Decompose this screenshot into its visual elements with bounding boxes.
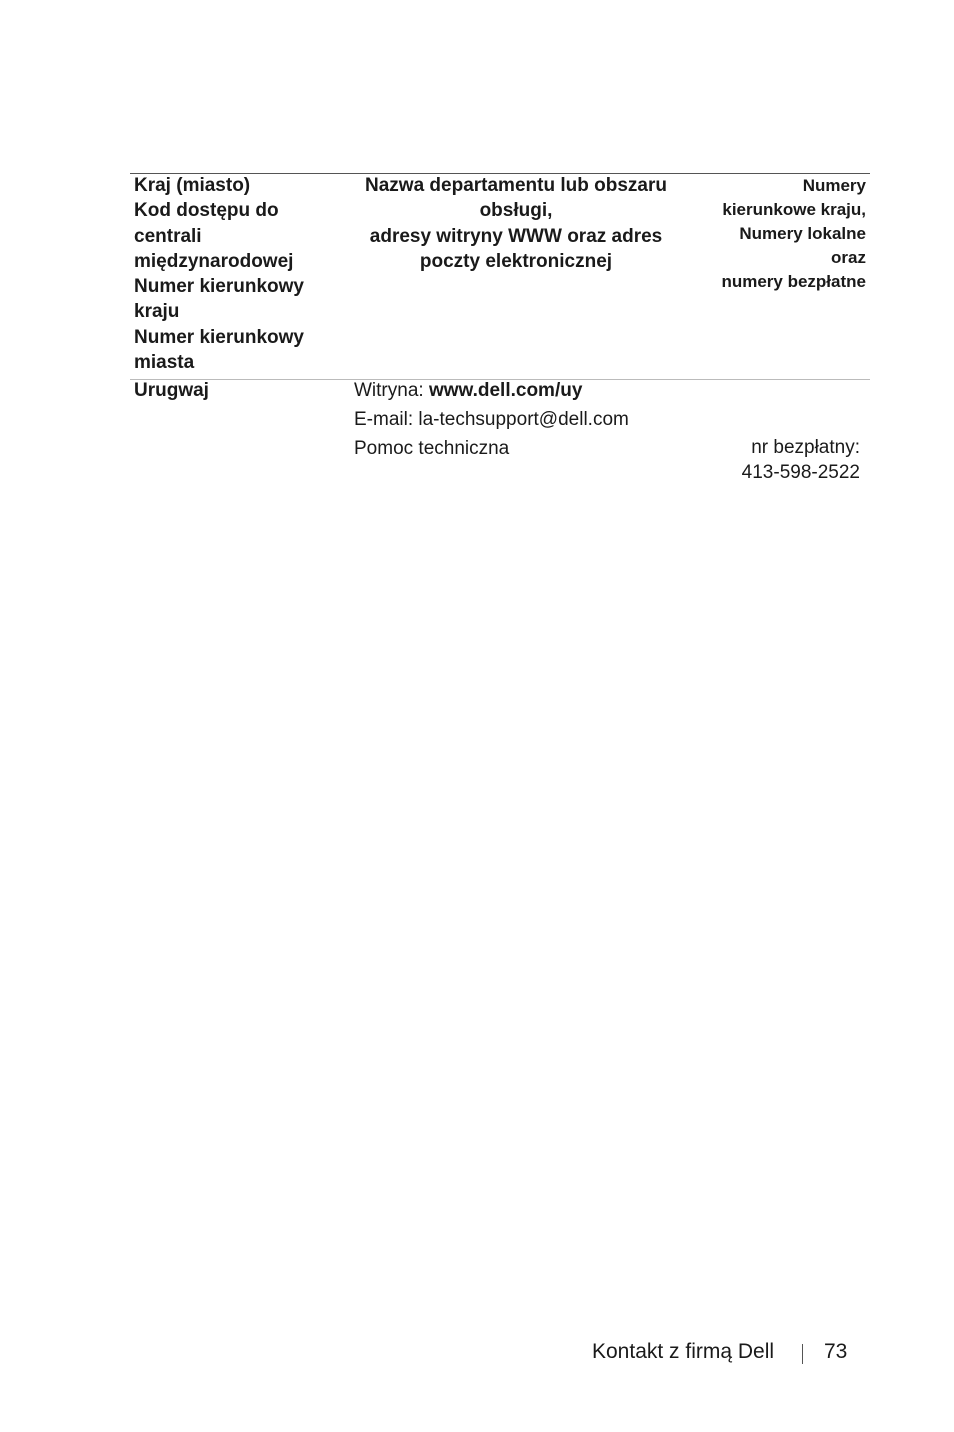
website-link[interactable]: www.dell.com/uy [428,380,583,401]
header-line: miasta [134,352,195,374]
header-line: oraz [831,248,866,267]
header-line: kierunkowe kraju, [722,200,866,219]
row-service: Pomoc techniczna [354,438,510,459]
header-line: Numery lokalne [739,224,866,243]
header-line: Kraj (miasto) [134,175,251,196]
header-line: adresy witryny WWW oraz adres [369,225,663,247]
number-label: nr bezpłatny: [751,437,860,458]
header-department-column [346,173,686,274]
row-country: Urugwaj [134,380,209,401]
row-email[interactable]: E-mail: la-techsupport@dell.com [354,409,629,430]
number-value: 413-598-2522 [741,462,860,483]
header-country-column [134,173,304,375]
footer-separator [802,1344,803,1364]
header-line: centrali [134,225,202,247]
footer-section-title: Kontakt z firmą Dell [592,1340,775,1363]
header-line: Nazwa departamentu lub obszaru [365,175,667,196]
header-line: numery bezpłatne [721,272,866,291]
page-number: 73 [824,1340,848,1363]
header-line: Numer kierunkowy [134,276,304,298]
row-website [354,379,582,403]
header-line: Numer kierunkowy [134,326,304,348]
header-line: Numery [802,176,866,195]
header-numbers-column [721,174,866,294]
header-line: międzynarodowej [134,250,294,272]
header-line: kraju [134,301,180,323]
website-label: Witryna: [354,380,429,401]
row-number [742,435,860,485]
header-line: poczty elektronicznej [419,250,613,272]
header-line: obsługi, [479,200,553,222]
header-line: Kod dostępu do [134,200,279,222]
